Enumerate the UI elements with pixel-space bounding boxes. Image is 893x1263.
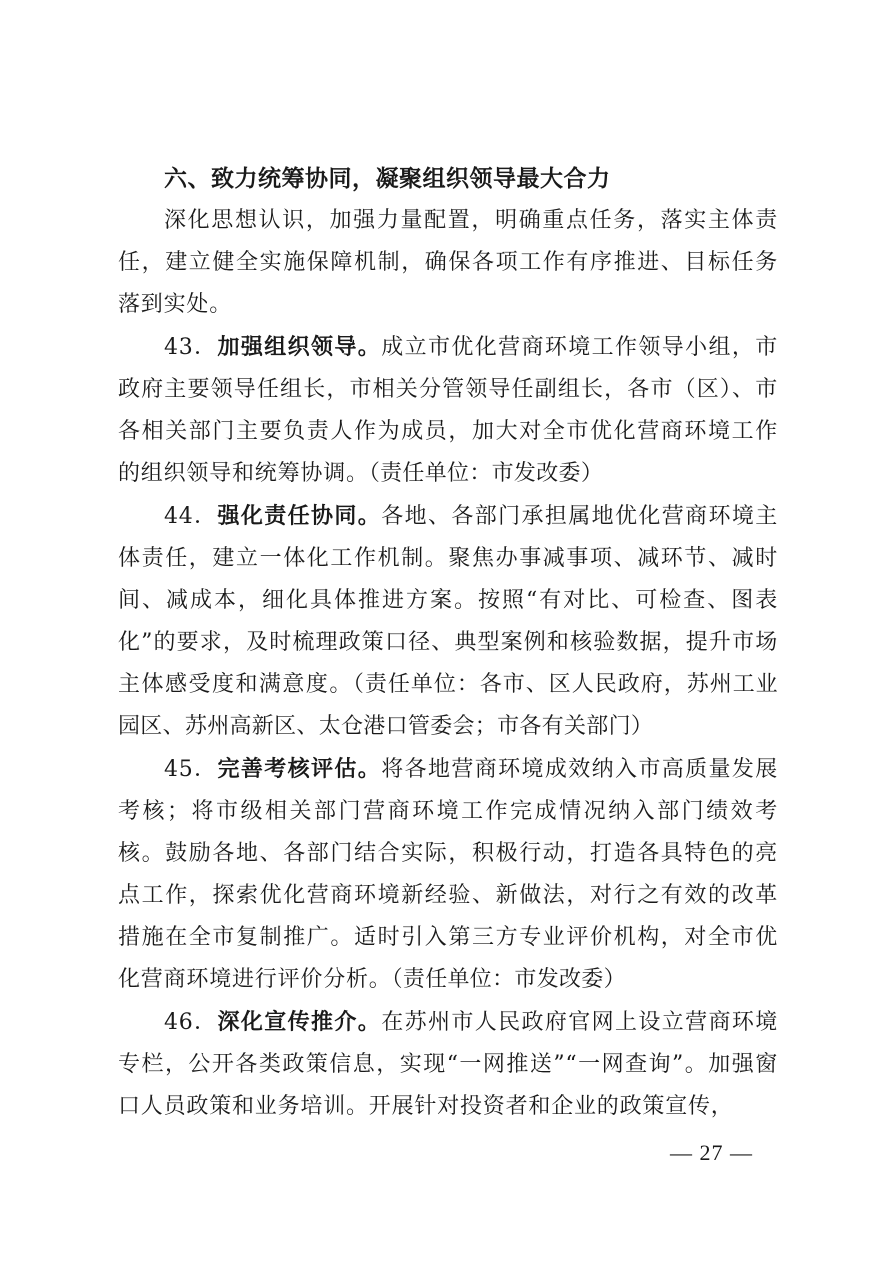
item-responsibility: （责任单位：市发改委） [391, 967, 626, 992]
item-45 [118, 748, 778, 1001]
item-number: 44． [164, 504, 218, 529]
page-number: — 27 — [670, 1140, 753, 1165]
item-title: 加强组织领导。 [217, 334, 382, 360]
item-44 [118, 495, 778, 748]
item-title: 深化宣传推介。 [217, 1009, 382, 1035]
item-title: 强化责任协同。 [217, 503, 382, 529]
item-number: 45． [164, 757, 218, 782]
section-intro: 深化思想认识，加强力量配置，明确重点任务，落实主体责任，建立健全实施保障机制，确保各项工作有序推进、目标任务落到实处。 [118, 208, 778, 317]
item-46 [118, 1001, 778, 1128]
item-body: 将各地营商环境成效纳入市高质量发展考核；将市级相关部门营商环境工作完成情况纳入部门绩效考核。鼓励各地、各部门结合实际，积极行动，打造各具特色的亮点工作，探索优化营商环境新经验、新做法，对行之有效的改革措施在全市复制推广。适时引入第三方专业评价机构，对全市优化营商环境进行评价分析。 [118, 757, 778, 992]
section-heading: 六、致力统筹协同，凝聚组织领导最大合力 [164, 166, 611, 192]
item-title: 完善考核评估。 [217, 756, 382, 782]
item-responsibility: （责任单位：各市、区人民政府，苏州工业园区、苏州高新区、太仓港口管委会；市各有关部门） [118, 672, 778, 739]
item-number: 43． [164, 335, 218, 360]
document-page [118, 158, 778, 1128]
item-43 [118, 326, 778, 495]
item-number: 46． [164, 1010, 218, 1035]
item-responsibility: （责任单位：市发改委） [368, 461, 604, 486]
item-body: 在苏州市人民政府官网上设立营商环境专栏，公开各类政策信息，实现“一网推送”“一网查询”。加强窗口人员政策和业务培训。开展针对投资者和企业的政策宣传， [118, 1010, 778, 1119]
item-body: 成立市优化营商环境工作领导小组，市政府主要领导任组长，市相关分管领导任副组长，各市（区）、市各相关部门主要负责人作为成员，加大对全市优化营商环境工作的组织领导和统筹协调。 [118, 335, 778, 486]
item-body: 各地、各部门承担属地优化营商环境主体责任，建立一体化工作机制。聚焦办事减事项、减环节、减时间、减成本，细化具体推进方案。按照“有对比、可检查、图表化”的要求，及时梳理政策口径、典型案例和核验数据，提升市场主体感受度和满意度。 [118, 504, 778, 697]
